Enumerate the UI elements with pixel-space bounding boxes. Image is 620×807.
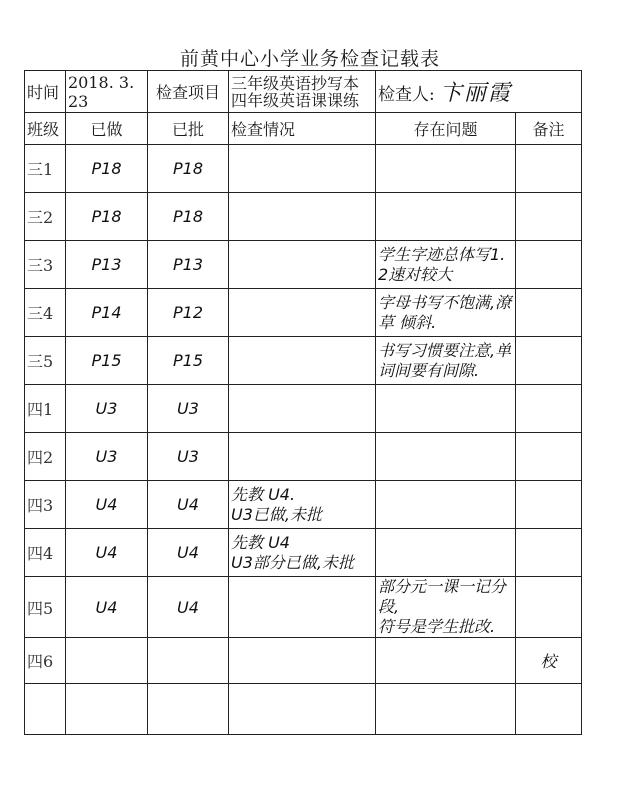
check-cell — [229, 638, 376, 684]
problem-cell — [376, 577, 516, 638]
class-cell: 四6 — [25, 638, 66, 684]
column-header-row — [25, 113, 582, 145]
problem-cell — [376, 638, 516, 684]
note-cell — [516, 684, 582, 735]
class-cell: 三5 — [25, 337, 66, 385]
note-cell — [516, 289, 582, 337]
class-cell: 四1 — [25, 385, 66, 433]
check-note-line: 先教 U4. — [231, 484, 296, 504]
class-cell: 三1 — [25, 145, 66, 193]
note-cell — [516, 193, 582, 241]
note-cell — [516, 481, 582, 529]
column-header-graded: 已批 — [148, 113, 229, 145]
table-row — [25, 241, 582, 289]
graded-cell: P18 — [148, 193, 229, 241]
class-cell — [25, 684, 66, 735]
problem-note-line: 草 倾斜. — [378, 312, 437, 332]
table-row — [25, 529, 582, 577]
inspector-signature: 卞丽霞 — [439, 81, 512, 106]
note-cell — [516, 241, 582, 289]
inspector-cell — [376, 71, 582, 113]
problem-cell — [376, 385, 516, 433]
column-header-class: 班级 — [25, 113, 66, 145]
table-row — [25, 433, 582, 481]
check-item-2: 四年级英语课课练 — [231, 90, 360, 110]
note-cell — [516, 433, 582, 481]
graded-cell: U4 — [148, 481, 229, 529]
problem-cell — [376, 481, 516, 529]
done-cell: P15 — [66, 337, 148, 385]
table-row — [25, 481, 582, 529]
check-cell — [229, 193, 376, 241]
class-cell: 四5 — [25, 577, 66, 638]
column-header-problem: 存在问题 — [376, 113, 516, 145]
problem-note-line: 部分元一课一记分段, — [378, 577, 507, 616]
check-item-1: 三年级英语抄写本 — [231, 73, 360, 93]
check-cell — [229, 684, 376, 735]
done-cell: P18 — [66, 145, 148, 193]
note-cell — [516, 577, 582, 638]
problem-note-line: 书写习惯要注意,单 — [378, 340, 512, 360]
note-cell — [516, 385, 582, 433]
problem-cell — [376, 241, 516, 289]
problem-cell — [376, 193, 516, 241]
graded-cell: U3 — [148, 433, 229, 481]
check-cell — [229, 385, 376, 433]
problem-cell — [376, 145, 516, 193]
check-cell — [229, 241, 376, 289]
graded-cell: P15 — [148, 337, 229, 385]
check-cell — [229, 481, 376, 529]
column-header-done: 已做 — [66, 113, 148, 145]
done-cell: P13 — [66, 241, 148, 289]
table-row — [25, 289, 582, 337]
table-row — [25, 145, 582, 193]
inspector-label: 检查人: — [378, 85, 435, 105]
graded-cell: U4 — [148, 529, 229, 577]
class-cell: 四2 — [25, 433, 66, 481]
problem-cell — [376, 529, 516, 577]
check-cell — [229, 289, 376, 337]
page-title: 前黄中心小学业务检查记载表 — [179, 48, 440, 70]
column-header-note: 备注 — [516, 113, 582, 145]
graded-cell — [148, 638, 229, 684]
class-cell: 四3 — [25, 481, 66, 529]
problem-note-line: 字母书写不饱满,潦 — [378, 292, 512, 312]
check-cell — [229, 337, 376, 385]
check-cell — [229, 145, 376, 193]
class-cell: 三3 — [25, 241, 66, 289]
graded-cell: P12 — [148, 289, 229, 337]
item-label: 检查项目 — [148, 71, 229, 113]
table-row — [25, 577, 582, 638]
note-cell — [516, 529, 582, 577]
check-cell — [229, 529, 376, 577]
class-cell: 三4 — [25, 289, 66, 337]
problem-cell — [376, 337, 516, 385]
class-cell: 三2 — [25, 193, 66, 241]
check-note-line: U3已做,未批 — [231, 504, 322, 524]
graded-cell — [148, 684, 229, 735]
done-cell — [66, 638, 148, 684]
problem-note-line: 符号是学生批改. — [378, 617, 496, 636]
check-note-line: 先教 U4 — [231, 532, 290, 552]
time-value: 2018. 3. 23 — [66, 71, 148, 113]
table-row — [25, 337, 582, 385]
done-cell: P14 — [66, 289, 148, 337]
inspection-table — [24, 70, 582, 735]
note-cell — [516, 145, 582, 193]
done-cell: U4 — [66, 577, 148, 638]
problem-note-line: 学生字迹总体写1. — [378, 244, 506, 264]
done-cell: P18 — [66, 193, 148, 241]
done-cell: U3 — [66, 433, 148, 481]
note-cell — [516, 337, 582, 385]
problem-cell — [376, 289, 516, 337]
problem-cell — [376, 684, 516, 735]
graded-cell: U4 — [148, 577, 229, 638]
graded-cell: P18 — [148, 145, 229, 193]
class-cell: 四4 — [25, 529, 66, 577]
table-row — [25, 385, 582, 433]
done-cell — [66, 684, 148, 735]
problem-note-line: 2速对较大 — [378, 264, 453, 284]
header-row — [25, 71, 582, 113]
note-cell: 校 — [516, 638, 582, 684]
table-row — [25, 684, 582, 735]
column-header-check: 检查情况 — [229, 113, 376, 145]
done-cell: U4 — [66, 481, 148, 529]
graded-cell: P13 — [148, 241, 229, 289]
table-row — [25, 193, 582, 241]
done-cell: U4 — [66, 529, 148, 577]
check-note-line: U3部分已做,未批 — [231, 552, 354, 572]
problem-cell — [376, 433, 516, 481]
check-items — [229, 71, 376, 113]
table-row — [25, 638, 582, 684]
problem-note-line: 词间要有间隙. — [378, 360, 480, 380]
check-cell — [229, 433, 376, 481]
graded-cell: U3 — [148, 385, 229, 433]
check-cell — [229, 577, 376, 638]
done-cell: U3 — [66, 385, 148, 433]
time-label: 时间 — [25, 71, 66, 113]
